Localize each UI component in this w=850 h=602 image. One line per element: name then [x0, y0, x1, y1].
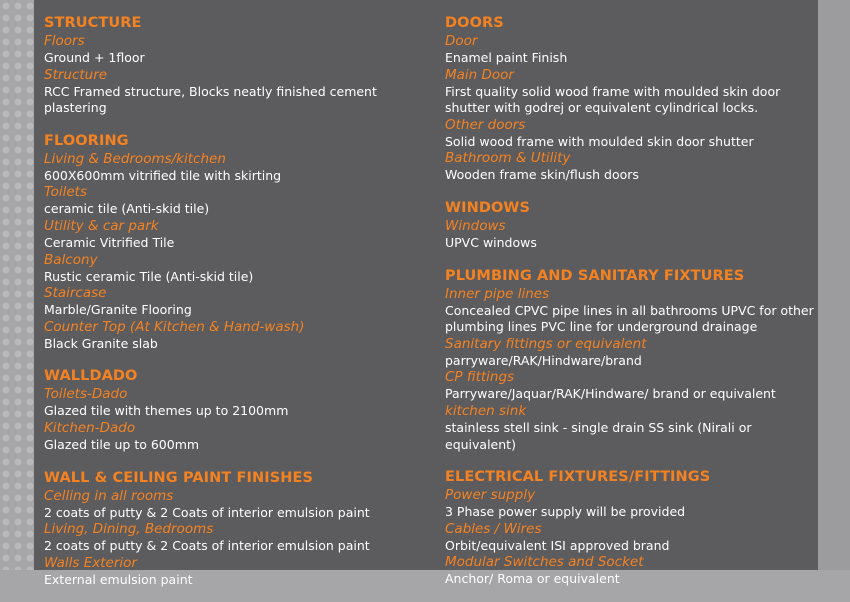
section-heading: PLUMBING AND SANITARY FIXTURES — [445, 267, 745, 284]
item-label: Door — [445, 33, 478, 49]
item-label: Main Door — [445, 66, 514, 83]
item-label: Other doors — [445, 116, 526, 133]
item-label: Power supply — [445, 487, 536, 504]
item-value: 2 coats of putty & 2 Coats of interior emulsion paint — [44, 504, 370, 520]
item-value: Anchor/ Roma or equivalent — [445, 571, 620, 587]
right-column — [445, 13, 817, 602]
item-label: Utility & car park — [44, 217, 159, 234]
section-paint-finishes — [44, 468, 439, 589]
section-heading: FLOORING — [44, 132, 129, 149]
section-heading: WALL & CEILING PAINT FINISHES — [44, 469, 314, 486]
item-label: Structure — [44, 66, 108, 83]
item-label: Bathroom & Utility — [445, 150, 571, 167]
section-plumbing — [445, 266, 817, 454]
item-label: Counter Top (At Kitchen & Hand-wash) — [44, 318, 305, 335]
section-heading: WINDOWS — [445, 199, 531, 216]
item-value: Orbit/equivalent ISI approved brand — [445, 537, 670, 553]
item-value: Glazed tile with themes up to 2100mm — [44, 403, 289, 419]
item-label: Cables / Wires — [445, 520, 542, 537]
item-value: Rustic ceramic Tile (Anti-skid tile) — [44, 268, 254, 284]
item-label: Balcony — [44, 251, 98, 268]
item-value: stainless stell sink - single drain SS sink (Nirali or equivalent) — [445, 419, 752, 452]
item-value: Ground + 1floor — [44, 50, 145, 65]
item-label: Sanitary fittings or equivalent — [445, 335, 647, 352]
item-value: Enamel paint Finish — [445, 50, 568, 65]
section-heading: WALLDADO — [44, 368, 138, 385]
item-value: Solid wood frame with moulded skin door shutter — [445, 133, 754, 149]
item-value: Glazed tile up to 600mm — [44, 436, 200, 452]
item-label: Living, Dining, Bedrooms — [44, 521, 214, 538]
item-value: Wooden frame skin/flush doors — [445, 167, 639, 183]
item-value: parryware/RAK/Hindware/brand — [445, 352, 642, 368]
item-value: Parryware/Jaquar/RAK/Hindware/ brand or equivalent — [445, 386, 776, 402]
item-value: ceramic tile (Anti-skid tile) — [44, 201, 210, 217]
item-label: Windows — [445, 217, 506, 234]
item-value: First quality solid wood frame with moulded skin door shutter with godrej or equivalent cylindrical locks. — [445, 83, 781, 116]
dot-pattern-decoration — [0, 0, 34, 570]
section-heading: DOORS — [445, 15, 504, 31]
item-label: Modular Switches and Socket — [445, 554, 644, 571]
item-label: CP fittings — [445, 369, 515, 386]
item-label: Staircase — [44, 285, 107, 302]
item-label: Inner pipe lines — [445, 285, 550, 302]
item-value: Concealed CPVC pipe lines in all bathrooms UPVC for other plumbing lines PVC line for underground drainage — [445, 302, 814, 335]
section-doors — [445, 13, 817, 184]
left-column — [44, 13, 439, 602]
item-value: 600X600mm vitrified tile with skirting — [44, 167, 282, 183]
item-value: Marble/Granite Flooring — [44, 302, 192, 318]
item-label: Floors — [44, 33, 85, 49]
item-label: Celling in all rooms — [44, 487, 174, 504]
item-value: External emulsion paint — [44, 571, 193, 587]
item-label: kitchen sink — [445, 402, 527, 419]
item-value: Ceramic Vitrified Tile — [44, 234, 175, 250]
section-walldado — [44, 366, 439, 453]
section-windows — [445, 198, 817, 252]
item-label: Kitchen-Dado — [44, 419, 136, 436]
item-value: UPVC windows — [445, 234, 537, 250]
item-label: Living & Bedrooms/kitchen — [44, 150, 226, 167]
item-value: RCC Framed structure, Blocks neatly finished cement plastering — [44, 83, 377, 116]
section-heading: STRUCTURE — [44, 15, 142, 31]
section-structure — [44, 13, 439, 117]
item-label: Walls Exterior — [44, 554, 137, 571]
item-label: Toilets — [44, 184, 87, 201]
item-value: Black Granite slab — [44, 335, 158, 351]
item-value: 3 Phase power supply will be provided — [445, 504, 686, 520]
section-heading: ELECTRICAL FIXTURES/FITTINGS — [445, 469, 711, 486]
item-value: 2 coats of putty & 2 Coats of interior emulsion paint — [44, 538, 370, 554]
right-margin-strip — [818, 0, 850, 570]
section-flooring — [44, 131, 439, 353]
item-label: Toilets-Dado — [44, 386, 128, 403]
